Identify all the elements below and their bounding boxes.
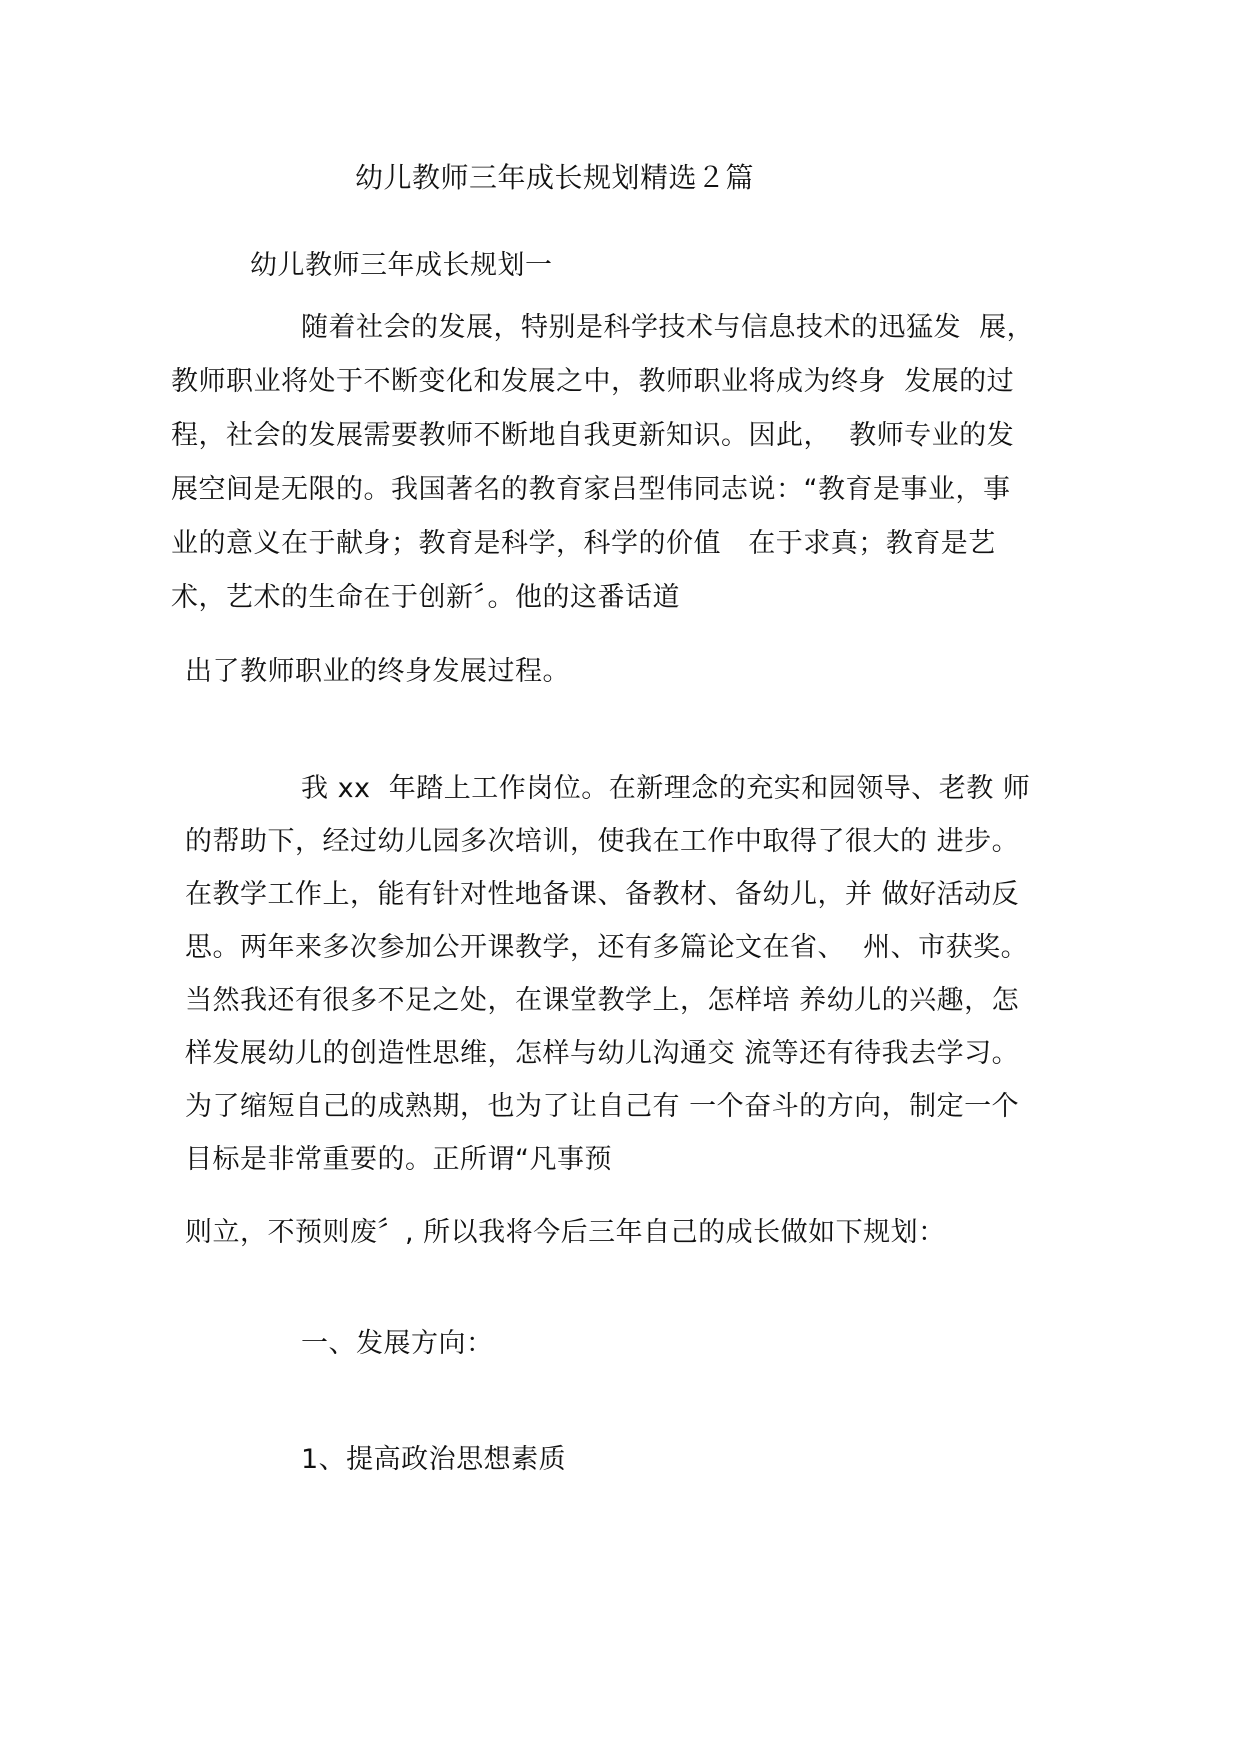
paragraph-line: 术，艺术的生命在于创新〞。他的这番话道 [171, 582, 680, 613]
paragraph-line: 当然我还有很多不足之处，在课堂教学上，怎样培 养幼儿的兴趣，怎 [185, 985, 1020, 1016]
section-heading: 一、发展方向： [301, 1328, 494, 1359]
paragraph-line: 思。两年来多次参加公开课教学，还有多篇论文在省、 州、市获奖。 [185, 932, 1029, 963]
list-item: 1、提高政治思想素质 [301, 1444, 567, 1475]
document-title: 幼儿教师三年成长规划精选２篇 [355, 161, 755, 194]
paragraph-line: 程，社会的发展需要教师不断地自我更新知识。因此， 教师专业的发 [171, 420, 1015, 451]
paragraph-line: 则立，不预则废〞, 所以我将今后三年自己的成长做如下规划： [185, 1217, 946, 1248]
paragraph-line: 出了教师职业的终身发展过程。 [185, 656, 570, 687]
paragraph-line: 的帮助下，经过幼儿园多次培训，使我在工作中取得了很大的 进步。 [185, 826, 1020, 857]
paragraph-line: 展空间是无限的。我国著名的教育家吕型伟同志说：“教育是事业，事 [171, 474, 1011, 505]
paragraph-line: 目标是非常重要的。正所谓“凡事预 [185, 1144, 612, 1175]
paragraph-line: 随着社会的发展，特别是科学技术与信息技术的迅猛发 展， [301, 312, 1035, 343]
paragraph-line: 业的意义在于献身；教育是科学，科学的价值 在于求真；教育是艺 [171, 528, 996, 559]
paragraph-line: 为了缩短自己的成熟期，也为了让自己有 一个奋斗的方向，制定一个 [185, 1091, 1020, 1122]
paragraph-line: 我 xx 年踏上工作岗位。在新理念的充实和园领导、老教 师 [301, 773, 1031, 804]
paragraph-line: 教师职业将处于不断变化和发展之中，教师职业将成为终身 发展的过 [171, 366, 1015, 397]
section-subtitle: 幼儿教师三年成长规划一 [250, 250, 553, 281]
paragraph-line: 在教学工作上，能有针对性地备课、备教材、备幼儿，并 做好活动反 [185, 879, 1020, 910]
paragraph-line: 样发展幼儿的创造性思维，怎样与幼儿沟通交 流等还有待我去学习。 [185, 1038, 1020, 1069]
